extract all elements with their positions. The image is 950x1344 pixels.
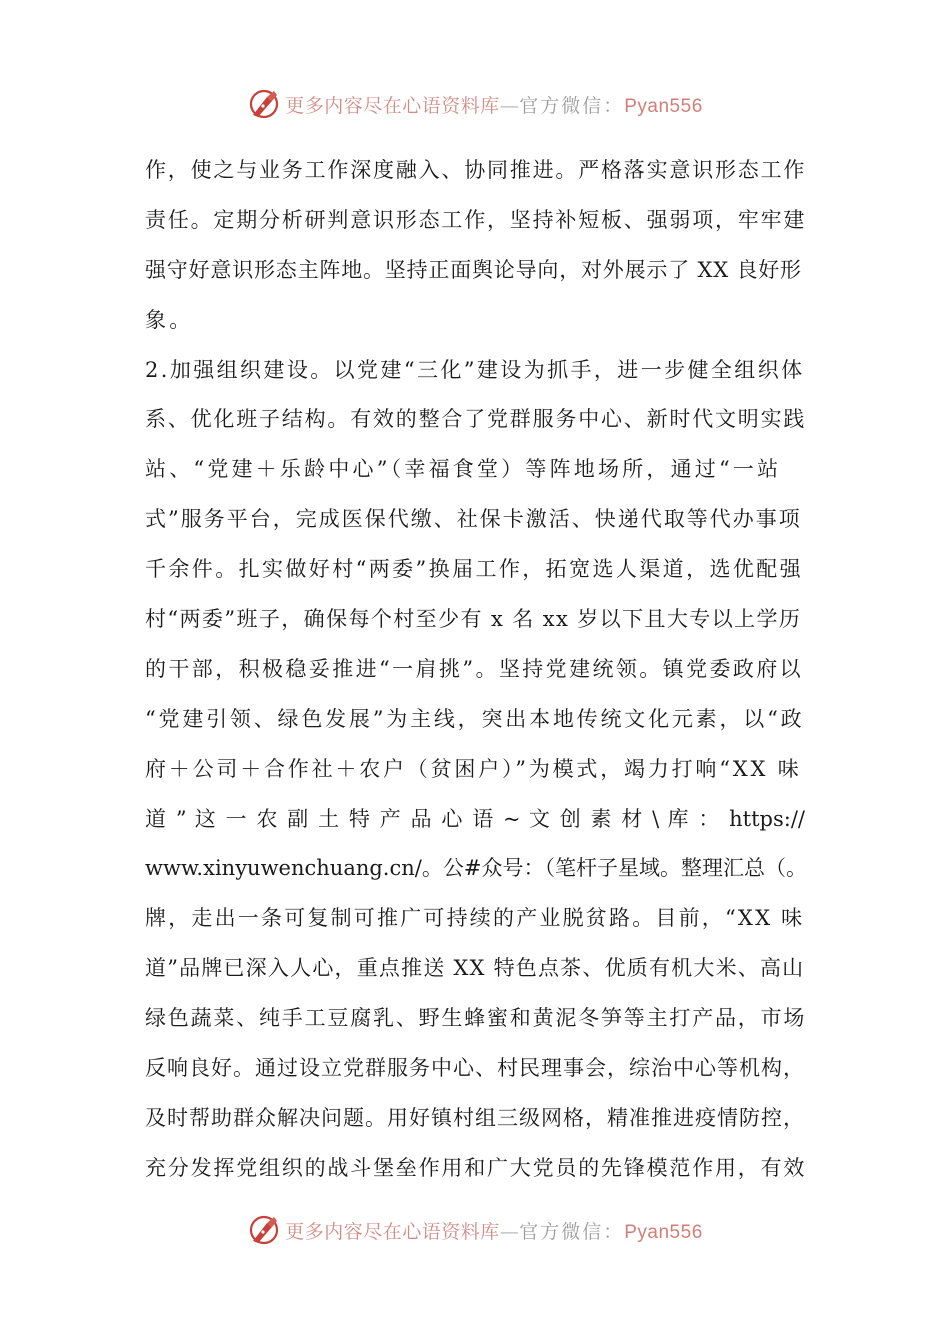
pen-nib-logo-icon — [247, 1213, 281, 1247]
text-line-12: “党建引领、绿色发展”为主线，突出本地传统文化元素，以“政 — [145, 706, 805, 731]
text-line-21: 充分发挥党组织的战斗堡垒作用和广大党员的先锋模范作用，有效 — [145, 1155, 807, 1180]
header-watermark — [0, 84, 950, 124]
text-line-5: 2.加强组织建设。以党建“三化”建设为抓手，进一步健全组织体 — [145, 357, 805, 382]
text-line-16: 牌，走出一条可复制可推广可持续的产业脱贫路。目前，“XX 味 — [145, 906, 805, 931]
text-line-10: 村“两委”班子，确保每个村至少有 x 名 xx 岁以下且大专以上学历 — [145, 607, 802, 632]
text-line-3: 强守好意识形态主阵地。坚持正面舆论导向，对外展示了 XX 良好形 — [145, 257, 802, 282]
watermark-text — [285, 1217, 703, 1244]
text-line-14: 道 ” 这 一 农 副 土 特 产 品 心 语 ~ 文 创 素 材 \ 库 ： https:// — [145, 806, 805, 831]
text-line-2: 责任。定期分析研判意识形态工作，坚持补短板、强弱项，牢牢建 — [145, 207, 807, 232]
text-line-1: 作，使之与业务工作深度融入、协同推进。严格落实意识形态工作 — [145, 158, 807, 182]
text-line-19: 反响良好。通过设立党群服务中心、村民理事会，综治中心等机构， — [145, 1056, 805, 1081]
text-line-4: 象。 — [145, 307, 194, 332]
watermark-wechat-id: Pyan556 — [624, 95, 703, 117]
watermark-brand: 更多内容尽在心语资料库 — [285, 94, 500, 117]
text-line-18: 绿色蔬菜、纯手工豆腐乳、野生蜂蜜和黄泥冬笋等主打产品，市场 — [145, 1006, 807, 1031]
watermark-text — [285, 91, 703, 118]
document-body — [145, 146, 805, 1194]
pen-nib-logo-icon — [247, 87, 281, 121]
watermark-official: 官方微信： — [519, 94, 625, 117]
text-line-7: 站、“党建＋乐龄中心”（幸福食堂）等阵地场所，通过“一站 — [145, 457, 782, 482]
watermark-official: 官方微信： — [519, 1220, 625, 1243]
text-line-13: 府＋公司＋合作社＋农户（贫困户）”为模式，竭力打响“XX 味 — [145, 756, 802, 781]
watermark-dash: — — [499, 94, 520, 117]
text-line-17: 道”品牌已深入人心，重点推送 XX 特色点茶、优质有机大米、高山 — [145, 956, 805, 981]
watermark-brand: 更多内容尽在心语资料库 — [285, 1220, 500, 1243]
watermark-dash: — — [499, 1220, 520, 1243]
text-line-11: 的干部，积极稳妥推进“一肩挑”。坚持党建统领。镇党委政府以 — [145, 656, 804, 681]
text-line-20: 及时帮助群众解决问题。用好镇村组三级网格，精准推进疫情防控， — [145, 1105, 805, 1130]
text-line-9: 千余件。扎实做好村“两委”换届工作，拓宽选人渠道，选优配强 — [145, 557, 804, 582]
text-line-6: 系、优化班子结构。有效的整合了党群服务中心、新时代文明实践 — [145, 407, 807, 432]
text-line-8: 式”服务平台，完成医保代缴、社保卡激活、快递代取等代办事项 — [145, 507, 802, 532]
footer-watermark — [0, 1210, 950, 1250]
text-line-15: www.xinyuwenchuang.cn/。公#众号：（笔杆子星域。整理汇总（。 — [145, 856, 807, 881]
watermark-wechat-id: Pyan556 — [624, 1221, 703, 1243]
